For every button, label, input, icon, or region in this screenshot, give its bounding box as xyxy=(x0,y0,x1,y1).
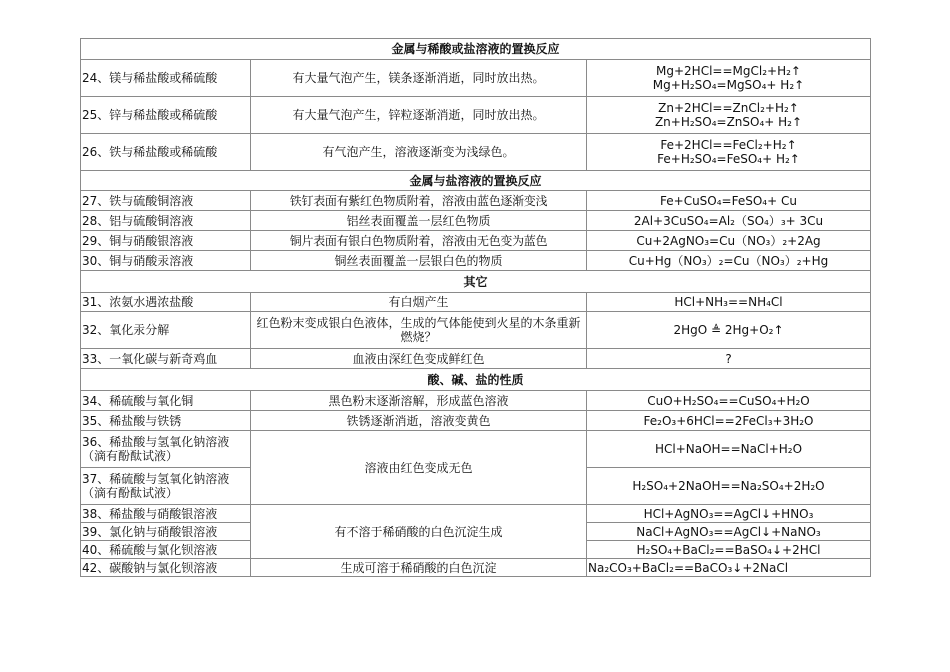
table-row xyxy=(81,134,871,171)
equation: HCl+AgNO₃==AgCl↓+HNO₃ xyxy=(587,505,871,523)
table-row xyxy=(81,211,871,231)
observation: 铁锈逐渐消逝，溶液变黄色 xyxy=(251,411,587,431)
reaction-name: 28、铝与硫酸铜溶液 xyxy=(81,211,251,231)
reaction-name: 30、铜与硝酸汞溶液 xyxy=(81,251,251,271)
observation: 红色粉末变成银白色液体，生成的气体能使到火星的木条重新燃烧？ xyxy=(251,312,587,349)
reaction-name: 39、氯化钠与硝酸银溶液 xyxy=(81,523,251,541)
observation: 黑色粉末逐渐溶解，形成蓝色溶液 xyxy=(251,391,587,411)
equation-line: Fe+2HCl==FeCl₂+H₂↑ xyxy=(660,138,797,152)
table-row xyxy=(81,559,871,577)
table-row xyxy=(81,312,871,349)
table-row xyxy=(81,411,871,431)
equation-line: Mg+H₂SO₄=MgSO₄+ H₂↑ xyxy=(652,78,805,92)
observation: 有大量气泡产生，锌粒逐渐消逝，同时放出热。 xyxy=(251,97,587,134)
equation: NaCl+AgNO₃==AgCl↓+NaNO₃ xyxy=(587,523,871,541)
observation: 铜片表面有银白色物质附着，溶液由无色变为蓝色 xyxy=(251,231,587,251)
table-row xyxy=(81,231,871,251)
equation-line: Fe+H₂SO₄=FeSO₄+ H₂↑ xyxy=(657,152,800,166)
equation: HCl+NaOH==NaCl+H₂O xyxy=(587,431,871,468)
observation: 血液由深红色变成鲜红色 xyxy=(251,349,587,369)
equation-line: Zn+2HCl==ZnCl₂+H₂↑ xyxy=(658,101,799,115)
observation: 有不溶于稀硝酸的白色沉淀生成 xyxy=(251,505,587,559)
equation: Na₂CO₃+BaCl₂==BaCO₃↓+2NaCl xyxy=(587,559,871,577)
section-header: 金属与稀酸或盐溶液的置换反应 xyxy=(81,39,871,60)
reaction-name: 29、铜与硝酸银溶液 xyxy=(81,231,251,251)
table-row xyxy=(81,349,871,369)
observation: 溶液由红色变成无色 xyxy=(251,431,587,505)
reactions-sheet xyxy=(80,38,870,577)
table-row xyxy=(81,97,871,134)
equation: HCl+NH₃==NH₄Cl xyxy=(587,293,871,312)
reaction-name: 40、稀硫酸与氯化钡溶液 xyxy=(81,541,251,559)
reaction-name: 27、铁与硫酸铜溶液 xyxy=(81,191,251,211)
reaction-name: 31、浓氨水遇浓盐酸 xyxy=(81,293,251,312)
reaction-name: 35、稀盐酸与铁锈 xyxy=(81,411,251,431)
equation xyxy=(587,97,871,134)
reaction-name: 42、碳酸钠与氯化钡溶液 xyxy=(81,559,251,577)
reaction-name: 32、氧化汞分解 xyxy=(81,312,251,349)
section-header: 酸、碱、盐的性质 xyxy=(81,369,871,391)
reaction-name: 24、镁与稀盐酸或稀硫酸 xyxy=(81,60,251,97)
equation-line: Mg+2HCl==MgCl₂+H₂↑ xyxy=(656,64,801,78)
equation: H₂SO₄+2NaOH==Na₂SO₄+2H₂O xyxy=(587,468,871,505)
equation: Cu+2AgNO₃=Cu（NO₃）₂+2Ag xyxy=(587,231,871,251)
equation: H₂SO₄+BaCl₂==BaSO₄↓+2HCl xyxy=(587,541,871,559)
equation: 2HgO ≜ 2Hg+O₂↑ xyxy=(587,312,871,349)
section-header: 金属与盐溶液的置换反应 xyxy=(81,171,871,191)
observation: 有大量气泡产生，镁条逐渐消逝，同时放出热。 xyxy=(251,60,587,97)
equation: Cu+Hg（NO₃）₂=Cu（NO₃）₂+Hg xyxy=(587,251,871,271)
reaction-name: 26、铁与稀盐酸或稀硫酸 xyxy=(81,134,251,171)
equation: Fe₂O₃+6HCl==2FeCl₃+3H₂O xyxy=(587,411,871,431)
observation: 铁钉表面有紫红色物质附着，溶液由蓝色逐渐变浅 xyxy=(251,191,587,211)
equation xyxy=(587,134,871,171)
reaction-name: 25、锌与稀盐酸或稀硫酸 xyxy=(81,97,251,134)
table-row xyxy=(81,251,871,271)
observation: 有白烟产生 xyxy=(251,293,587,312)
table-row xyxy=(81,191,871,211)
reaction-name: 37、稀硫酸与氢氧化钠溶液（滴有酚酞试液） xyxy=(81,468,251,505)
observation: 铝丝表面覆盖一层红色物质 xyxy=(251,211,587,231)
table-row xyxy=(81,391,871,411)
equation: ? xyxy=(587,349,871,369)
reaction-name: 36、稀盐酸与氢氧化钠溶液（滴有酚酞试液） xyxy=(81,431,251,468)
equation: 2Al+3CuSO₄=Al₂（SO₄）₃+ 3Cu xyxy=(587,211,871,231)
reaction-name: 33、一氧化碳与新奇鸡血 xyxy=(81,349,251,369)
observation: 铜丝表面覆盖一层银白色的物质 xyxy=(251,251,587,271)
table-row xyxy=(81,293,871,312)
equation-line: Zn+H₂SO₄=ZnSO₄+ H₂↑ xyxy=(654,115,803,129)
reaction-name: 34、稀硫酸与氧化铜 xyxy=(81,391,251,411)
equation: CuO+H₂SO₄==CuSO₄+H₂O xyxy=(587,391,871,411)
equation xyxy=(587,60,871,97)
table-row xyxy=(81,431,871,468)
equation: Fe+CuSO₄=FeSO₄+ Cu xyxy=(587,191,871,211)
table-row xyxy=(81,60,871,97)
reactions-table xyxy=(80,38,871,577)
observation: 生成可溶于稀硝酸的白色沉淀 xyxy=(251,559,587,577)
table-row xyxy=(81,505,871,523)
reaction-name: 38、稀盐酸与硝酸银溶液 xyxy=(81,505,251,523)
section-header: 其它 xyxy=(81,271,871,293)
observation: 有气泡产生，溶液逐渐变为浅绿色。 xyxy=(251,134,587,171)
